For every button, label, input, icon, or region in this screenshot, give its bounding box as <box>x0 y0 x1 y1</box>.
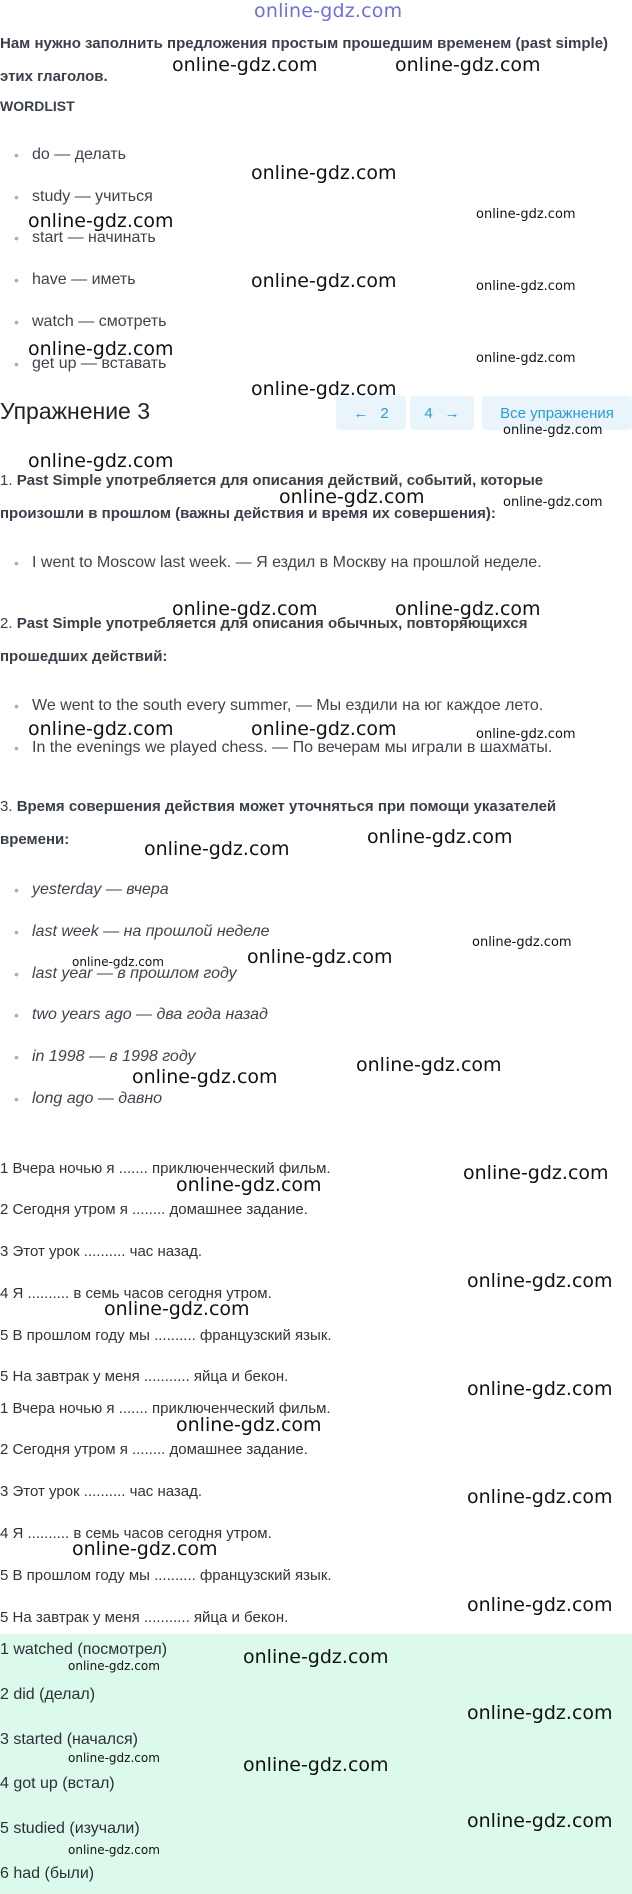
watermark: online-gdz.com <box>176 1414 322 1436</box>
exercise-title: Упражнение 3 <box>0 398 151 424</box>
sentence: 4 Я .......... в семь часов сегодня утром. <box>0 1285 272 1302</box>
watermark: online-gdz.com <box>472 935 572 950</box>
watermark: online-gdz.com <box>463 1162 609 1184</box>
rule-number: 3. <box>0 798 13 815</box>
sentence: 4 Я .......... в семь часов сегодня утром. <box>0 1525 272 1542</box>
watermark: online-gdz.com <box>467 1270 613 1292</box>
sentence: 5 В прошлом году мы .......... французский язык. <box>0 1567 332 1584</box>
rule-3 <box>0 790 610 856</box>
watermark: online-gdz.com <box>467 1702 613 1724</box>
watermark: online-gdz.com <box>144 838 290 860</box>
watermark: online-gdz.com <box>172 54 318 76</box>
prev-exercise-button[interactable] <box>336 396 406 430</box>
watermark: online-gdz.com <box>132 1066 278 1088</box>
watermark: online-gdz.com <box>247 946 393 968</box>
watermark: online-gdz.com <box>356 1054 502 1076</box>
answer-item: 3 started (начался) <box>0 1731 138 1748</box>
next-exercise-label: 4 <box>424 404 433 422</box>
task-description: Нам нужно заполнить предложения простым прошедшим временем (past simple) этих глаголов. <box>0 35 609 85</box>
watermark: online-gdz.com <box>476 727 576 742</box>
sentence: 3 Этот урок .......... час назад. <box>0 1483 203 1500</box>
watermark: online-gdz.com <box>176 1174 322 1196</box>
sentence: 3 Этот урок .......... час назад. <box>0 1243 203 1260</box>
sentence: 2 Сегодня утром я ........ домашнее задание. <box>0 1201 308 1218</box>
watermark: online-gdz.com <box>28 718 174 740</box>
rule-text: Past Simple употребляется для описания обычных, повторяющихся прошедших действий: <box>0 615 528 665</box>
watermark: online-gdz.com <box>72 955 164 969</box>
site-watermark-top: online-gdz.com <box>254 0 403 22</box>
watermark: online-gdz.com <box>476 279 576 294</box>
watermark: online-gdz.com <box>251 378 397 400</box>
next-exercise-button[interactable] <box>410 396 474 430</box>
all-exercises-label: Все упражнения <box>500 404 614 422</box>
watermark: online-gdz.com <box>251 162 397 184</box>
answer-item: 5 studied (изучали) <box>0 1820 140 1837</box>
sentence: 2 Сегодня утром я ........ домашнее задание. <box>0 1441 308 1458</box>
watermark: online-gdz.com <box>251 270 397 292</box>
answer-item: 2 did (делал) <box>0 1686 96 1703</box>
wordlist-title: WORDLIST <box>0 98 75 114</box>
prev-exercise-label: 2 <box>380 404 389 422</box>
watermark: online-gdz.com <box>172 598 318 620</box>
sentence: 1 Вчера ночью я ....... приключенческий фильм. <box>0 1400 331 1417</box>
answer-item: 4 got up (встал) <box>0 1775 115 1792</box>
watermark: online-gdz.com <box>28 210 174 232</box>
watermark: online-gdz.com <box>243 1646 389 1668</box>
watermark: online-gdz.com <box>72 1538 218 1560</box>
answer-item: 6 had (были) <box>0 1865 95 1882</box>
sentence: 1 Вчера ночью я ....... приключенческий фильм. <box>0 1160 331 1177</box>
watermark: online-gdz.com <box>395 54 541 76</box>
sentence: 5 В прошлом году мы .......... французский язык. <box>0 1327 332 1344</box>
watermark: online-gdz.com <box>503 495 603 510</box>
watermark: online-gdz.com <box>476 207 576 222</box>
watermark: online-gdz.com <box>28 338 174 360</box>
watermark: online-gdz.com <box>104 1298 250 1320</box>
watermark: online-gdz.com <box>467 1810 613 1832</box>
watermark: online-gdz.com <box>467 1486 613 1508</box>
rule-text: Время совершения действия может уточняться при помощи указателей времени: <box>0 798 557 848</box>
watermark: online-gdz.com <box>68 1751 160 1765</box>
rule-number: 1. <box>0 472 13 489</box>
arrow-left-icon: ← <box>353 404 369 422</box>
sentence: 5 На завтрак у меня ........... яйца и бекон. <box>0 1368 289 1385</box>
sentence: 5 На завтрак у меня ........... яйца и бекон. <box>0 1609 289 1626</box>
watermark: online-gdz.com <box>367 826 513 848</box>
arrow-right-icon: → <box>444 404 460 422</box>
watermark: online-gdz.com <box>467 1594 613 1616</box>
watermark: online-gdz.com <box>28 450 174 472</box>
rule-text: Past Simple употребляется для описания действий, событий, которые произошли в прошлом (важны действия и время их совершения): <box>0 472 544 522</box>
watermark: online-gdz.com <box>251 718 397 740</box>
watermark: online-gdz.com <box>279 486 425 508</box>
watermark: online-gdz.com <box>68 1843 160 1857</box>
watermark: online-gdz.com <box>243 1754 389 1776</box>
watermark: online-gdz.com <box>68 1659 160 1673</box>
answer-item: 1 watched (посмотрел) <box>0 1641 168 1658</box>
watermark: online-gdz.com <box>395 598 541 620</box>
watermark: online-gdz.com <box>467 1378 613 1400</box>
watermark: online-gdz.com <box>503 423 603 438</box>
rule-number: 2. <box>0 615 13 632</box>
watermark: online-gdz.com <box>476 351 576 366</box>
